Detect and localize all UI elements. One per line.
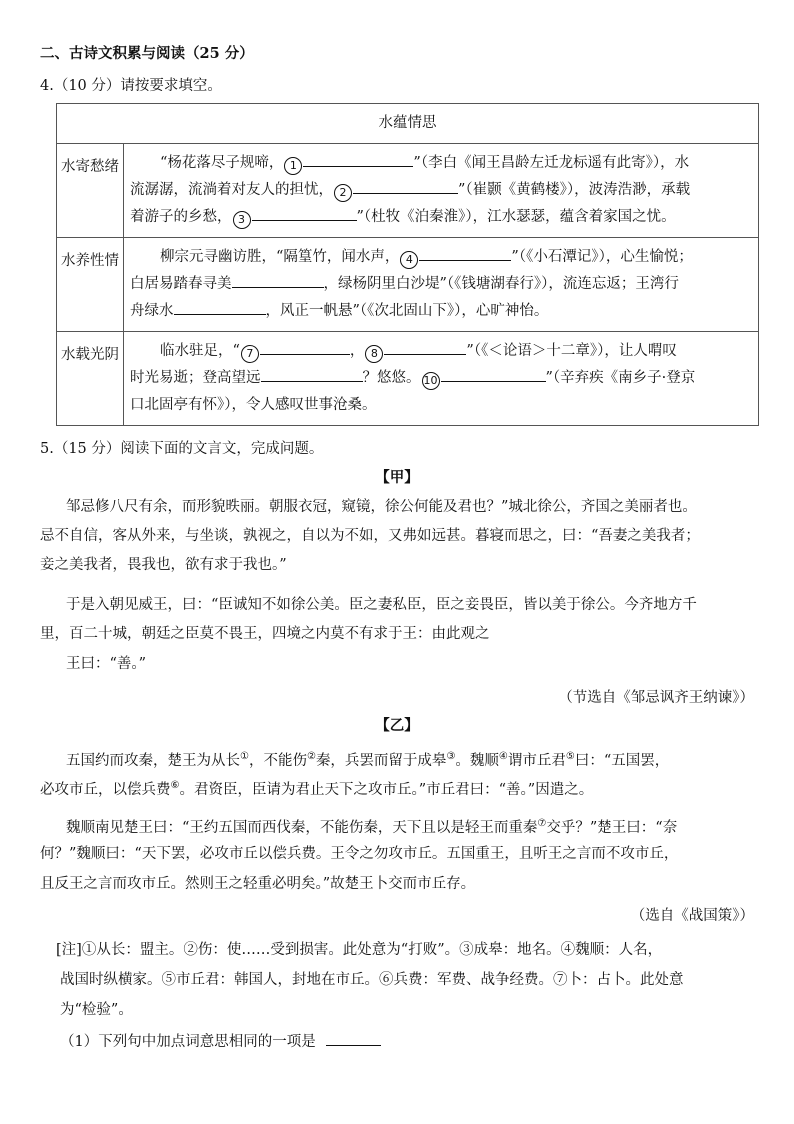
passage-line: 且反王之言而攻市丘。然则王之轻重必明矣。”故楚王卜交而市丘存。 [40,876,476,892]
poem-fill-table [56,103,759,426]
passage-line: 必攻市丘，以偿兵费⑥。君资臣，臣请为君止天下之攻市丘。”市丘君曰：“善。”因遣之。 [40,780,594,798]
answer-blank-3[interactable] [252,206,357,221]
passage-source: （选自《战国策》） [630,908,754,924]
answer-blank-5[interactable] [232,273,324,288]
sub-question-1: （1）下列句中加点词意思相同的一项是 [60,1031,381,1052]
passage-line: 何？”魏顺曰：“天下罢，必攻市丘以偿兵费。王令之勿攻市丘。五国重王，且听王之言而不攻市丘， [40,846,679,862]
blank-number-8: 8 [365,345,383,363]
passage-line: 于是入朝见威王，曰：“臣诚知不如徐公美。臣之妻私臣，臣之妾畏臣，皆以美于徐公。今齐地方千 [66,597,697,613]
passage-jia-title: 【甲】 [375,469,419,486]
row-content: “杨花落尽子规啼， 1 ”（李白《闻王昌龄左迁龙标遥有此寄》），水 流潺潺，流淌着对友人的担忧， 2 ”（崔颢《黄鹤楼》），波涛浩渺，承载 着游子的乡愁， 3 ”（杜牧《泊秦淮》），江水瑟瑟，蕴含着家国之忧。 [124,144,759,238]
blank-number-2: 2 [334,184,352,202]
passage-line: 忌不自信，客从外来，与坐谈，孰视之，自以为不如，又弗如远甚。暮寝而思之，曰：“吾妻之美我者； [40,528,700,544]
passage-line: 里，百二十城，朝廷之臣莫不畏王，四境之内莫不有求于王：由此观之 [40,626,490,642]
table-row [57,238,759,332]
row-content: 柳宗元寻幽访胜，“隔篁竹，闻水声， 4 ”（《小石潭记》），心生愉悦； 白居易踏春寻美 ，绿杨阴里白沙堤”（《钱塘湖春行》），流连忘返；王湾行 舟绿水 ，风正一帆悬”（《次北固山下》），心旷神怡。 [124,238,759,332]
passage-line: 王曰：“善。” [66,656,147,672]
notes-line: [注]①从长：盟主。②伤：使……受到损害。此处意为“打败”。③成皋：地名。④魏顺：人名， [56,942,663,958]
question-4-stem: 4.（10 分）请按要求填空。 [40,78,222,94]
answer-blank-6[interactable] [174,300,266,315]
answer-blank-10[interactable] [441,367,546,382]
passage-yi-title: 【乙】 [375,717,419,734]
notes-line: 战国时纵横家。⑤市丘君：韩国人，封地在市丘。⑥兵费：军费、战争经费。⑦卜：占卜。此处意 [60,972,684,988]
table-row [57,332,759,426]
answer-blank-7[interactable] [260,340,350,355]
answer-blank-9[interactable] [261,367,363,382]
passage-line: 魏顺南见楚王曰：“王约五国而西伐秦，不能伤秦，天下且以是轻王而重秦⑦交乎？”楚王曰：“奈 [66,818,678,836]
blank-number-3: 3 [233,211,251,229]
answer-blank-sub1[interactable] [326,1031,381,1046]
table-title: 水蕴情思 [57,104,759,144]
passage-line: 邹忌修八尺有余，而形貌昳丽。朝服衣冠，窥镜，徐公何能及君也？”城北徐公，齐国之美丽者也。 [66,499,697,515]
answer-blank-2[interactable] [353,179,458,194]
question-5-stem: 5.（15 分）阅读下面的文言文，完成问题。 [40,441,324,457]
blank-number-7: 7 [241,345,259,363]
row-label: 水养性情 [57,238,124,332]
blank-number-10: 10 [422,372,440,390]
blank-number-1: 1 [284,157,302,175]
answer-blank-1[interactable] [303,152,413,167]
notes-line: 为“检验”。 [60,1002,133,1018]
blank-number-4: 4 [400,251,418,269]
row-content: 临水驻足，“ 7 ， 8 ”（《＜论语＞十二章》），让人喟叹 时光易逝；登高望远 ？悠悠。 10 ”（辛弃疾《南乡子·登京 口北固亭有怀》），令人感叹世事沧桑。 [124,332,759,426]
passage-line: 妾之美我者，畏我也，欲有求于我也。” [40,557,287,573]
row-label: 水载光阴 [57,332,124,426]
passage-source: （节选自《邹忌讽齐王纳谏》） [558,690,754,706]
passage-line: 五国约而攻秦，楚王为从长①，不能伤②秦，兵罢而留于成皋③。魏顺④谓市丘君⑤曰：“五国罢， [66,751,670,769]
table-row [57,144,759,238]
section-title: 二、古诗文积累与阅读（25 分） [40,45,254,62]
row-label: 水寄愁绪 [57,144,124,238]
answer-blank-4[interactable] [419,246,511,261]
answer-blank-8[interactable] [384,340,466,355]
